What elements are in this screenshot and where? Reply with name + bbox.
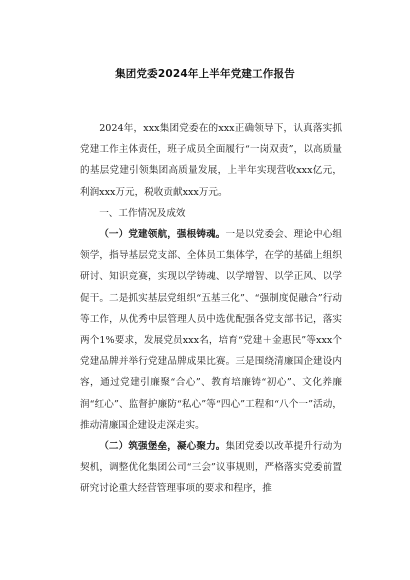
section-heading: 一、工作情况及成效 [99, 207, 186, 219]
subsection-1-heading: （一）党建领航，强根铸魂。 [99, 229, 226, 241]
subsection-2-paragraph [80, 436, 342, 500]
subsection-2-body: 集团党委以改革提升行动为契机，调整优化集团公司“三会”议事规则，严格落实党委前置研究讨论重大经营管理事项的要求和程序，推 [80, 441, 343, 495]
intro-paragraph: 2024年，xxx集团党委在的xxx正确领导下，认真落实抓党建工作主体责任，班子成员全面履行“一岗双责”，以高质量的基层党建引领集团高质量发展，上半年实现营收xxx亿元，利润xxx万元，税收贡献xxx万元。 [80, 123, 342, 198]
document-title: 集团党委2024年上半年党建工作报告 [115, 68, 295, 80]
subsection-2-heading: （二）筑强堡垒，凝心聚力。 [99, 441, 226, 453]
document-body [80, 118, 342, 500]
subsection-1-body: 一是以党委会、理论中心组领学，指导基层党支部、全体员工集体学，在学的基础上组织研讨、知识竞赛，实现以学铸魂、以学增智、以学正风、以学促干。二是抓实基层党组织“五基三化”、“强制度促融合”行动等工作，从优秀中层管理人员中选优配强各党支部书记，落实两个1%要求，发展党员xxx名，培育“党建＋金惠民”等xxx个党建品牌并举行党建品牌成果比赛。三是围绕清廉国企建设内容，通过党建引廉聚“合心”、教育培廉铸“初心”、文化养廉润“红心”、监督护廉防“私心”等“四心”工程和“八个一”活动，推动清廉国企建设走深走实。 [80, 229, 343, 431]
subsection-1-paragraph [80, 224, 342, 436]
